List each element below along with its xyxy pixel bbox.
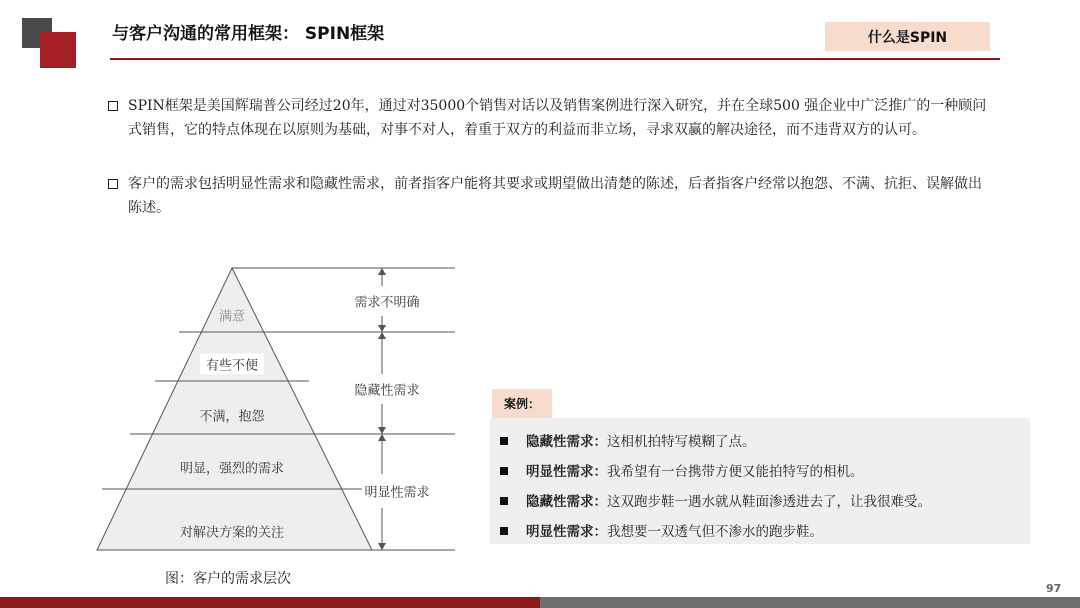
case-item [500, 460, 864, 480]
needs-pyramid-diagram [95, 262, 470, 552]
pyramid-level-label: 满意 [218, 309, 246, 325]
arrow-down-icon [378, 543, 386, 550]
need-category-label: 隐藏性需求 [354, 383, 420, 399]
case-type: 明显性需求： [526, 524, 607, 540]
pyramid-level-label: 不满，抱怨 [199, 409, 265, 425]
need-category-label: 需求不明确 [354, 295, 420, 311]
filled-square-bullet-icon [500, 437, 508, 445]
hollow-square-bullet-icon [108, 179, 118, 189]
case-label: 案例： [492, 389, 552, 418]
need-category-label: 明显性需求 [364, 485, 430, 501]
figure-caption: 图：客户的需求层次 [165, 571, 291, 587]
case-text: 这双跑步鞋一遇水就从鞋面渗透进去了，让我很难受。 [607, 494, 931, 510]
arrow-up-icon [378, 268, 386, 275]
case-type: 隐藏性需求： [526, 494, 607, 510]
footer-bar-red [0, 597, 540, 608]
arrow-up-icon [378, 332, 386, 339]
pyramid-level-label: 有些不便 [200, 354, 264, 375]
case-text: 我想要一双透气但不渗水的跑步鞋。 [607, 524, 823, 540]
case-item [500, 520, 823, 540]
bullet-spin-intro [108, 94, 993, 142]
footer-bar-gray [540, 597, 1080, 608]
bullet-customer-needs [108, 172, 993, 220]
slide-title: 与客户沟通的常用框架： SPIN框架 [112, 24, 385, 44]
topic-badge: 什么是SPIN [825, 22, 990, 51]
case-text: 这相机拍特写模糊了点。 [607, 434, 756, 450]
pyramid-level-label: 对解决方案的关注 [179, 525, 285, 541]
hollow-square-bullet-icon [108, 101, 118, 111]
pyramid-level-label: 明显，强烈的需求 [179, 461, 285, 477]
arrow-up-icon [378, 434, 386, 441]
bullet-text: SPIN框架是美国辉瑞普公司经过20年，通过对35000个销售对话以及销售案例进行深入研究，并在全球500 强企业中广泛推广的一种顾问式销售，它的特点体现在以原则为基础，对事不对人，着重于双方的利益而非立场，寻求双赢的解决途径，而不违背双方的认可。 [128, 98, 987, 138]
case-text: 我希望有一台携带方便又能拍特写的相机。 [607, 464, 864, 480]
filled-square-bullet-icon [500, 527, 508, 535]
filled-square-bullet-icon [500, 497, 508, 505]
case-item [500, 490, 931, 510]
case-type: 明显性需求： [526, 464, 607, 480]
arrow-down-icon [378, 427, 386, 434]
case-examples-panel [490, 418, 1030, 544]
logo-red-square [40, 32, 76, 68]
case-type: 隐藏性需求： [526, 434, 607, 450]
title-underline [110, 58, 1000, 60]
arrow-down-icon [378, 325, 386, 332]
bullet-text: 客户的需求包括明显性需求和隐藏性需求，前者指客户能将其要求或期望做出清楚的陈述，后者指客户经常以抱怨、不满、抗拒、误解做出陈述。 [128, 176, 982, 216]
filled-square-bullet-icon [500, 467, 508, 475]
page-number: 97 [1046, 582, 1062, 595]
case-item [500, 430, 756, 450]
